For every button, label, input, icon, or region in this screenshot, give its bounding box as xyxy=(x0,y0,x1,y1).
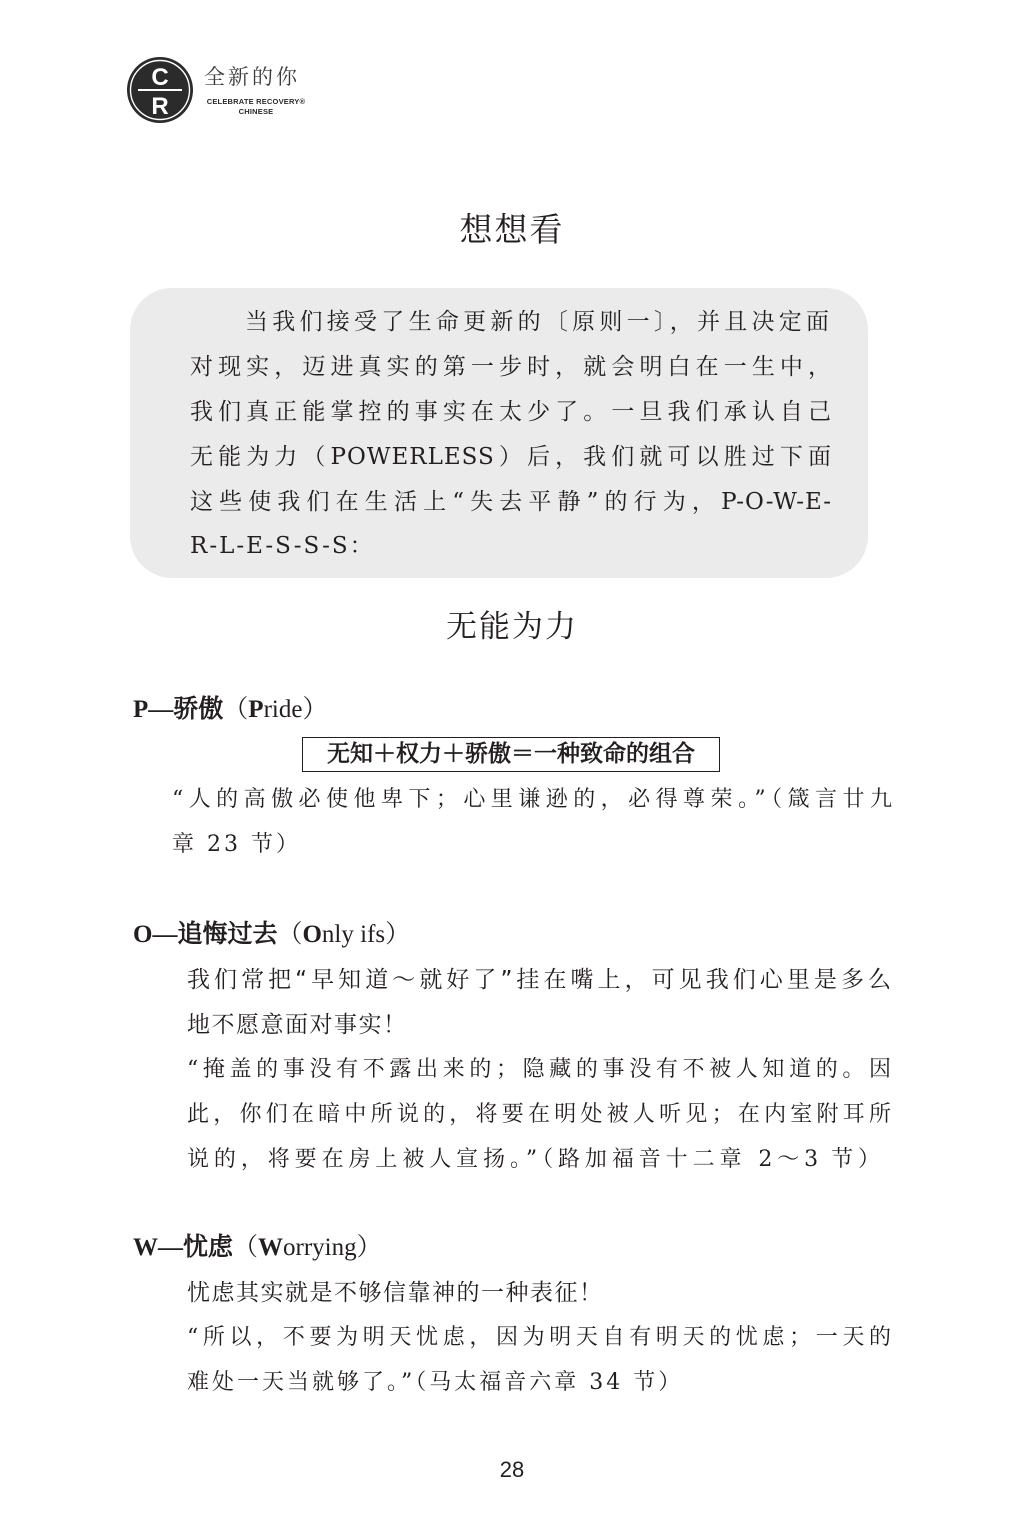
logo-name: 全新的你 xyxy=(204,65,300,89)
item-heading-worrying xyxy=(133,1233,382,1263)
page-title: 想想看 xyxy=(459,210,565,249)
intro-line: 当我们接受了生命更新的〔原则一〕，并且决定面 xyxy=(245,309,830,335)
verse-line: “人的高傲必使他卑下；心里谦逊的，必得尊荣。”（箴言廿九 xyxy=(172,787,893,812)
verse-line: 难处一天当就够了。”（马太福音六章 34 节） xyxy=(187,1370,684,1395)
heading-label: O—追悔过去 xyxy=(133,921,278,948)
verse-line: 此，你们在暗中所说的，将要在明处被人听见；在内室附耳所 xyxy=(187,1102,892,1127)
heading-rest: nly ifs xyxy=(321,921,386,948)
heading-close-paren: ） xyxy=(385,921,411,948)
section-title: 无能为力 xyxy=(446,609,578,645)
verse-line: 说的，将要在房上被人宣扬。”（路加福音十二章 2～3 节） xyxy=(187,1147,881,1172)
heading-close-paren: ） xyxy=(302,696,328,723)
heading-open-paren: （ xyxy=(233,1234,259,1261)
formula-box: 无知＋权力＋骄傲＝一种致命的组合 xyxy=(302,737,720,772)
heading-rest: orrying xyxy=(283,1234,357,1261)
intro-line: 这些使我们在生活上“失去平静”的行为，P-O-W-E- xyxy=(190,489,832,515)
verse-line: “掩盖的事没有不露出来的；隐藏的事没有不被人知道的。因 xyxy=(187,1057,892,1082)
heading-label: W—忧虑 xyxy=(133,1234,234,1261)
logo-tagline-block xyxy=(202,97,310,117)
heading-initial: P xyxy=(248,696,264,723)
heading-initial: O xyxy=(302,921,322,948)
intro-line: R-L-E-S-S-S： xyxy=(190,533,375,559)
statement-line: 忧虑其实就是不够信靠神的一种表征！ xyxy=(187,1280,604,1306)
heading-close-paren: ） xyxy=(356,1234,382,1261)
verse-line: 章 23 节） xyxy=(172,832,301,857)
heading-open-paren: （ xyxy=(223,696,249,723)
statement-line: 我们常把“早知道～就好了”挂在嘴上，可见我们心里是多么 xyxy=(187,967,892,993)
logo-letter-top: C xyxy=(151,64,169,91)
logo-subtag: CHINESE xyxy=(238,107,274,116)
celebrate-recovery-logo-icon xyxy=(126,56,194,124)
heading-open-paren: （ xyxy=(277,921,303,948)
intro-line: 对现实，迈进真实的第一步时，就会明白在一生中， xyxy=(190,354,832,380)
logo-tagline: CELEBRATE RECOVERY® xyxy=(206,97,306,106)
item-heading-pride xyxy=(133,695,327,725)
verse-line: “所以，不要为明天忧虑，因为明天自有明天的忧虑；一天的 xyxy=(187,1325,892,1350)
intro-line: 我们真正能掌控的事实在太少了。一旦我们承认自己 xyxy=(190,399,832,425)
item-heading-only-ifs xyxy=(133,920,410,950)
statement-line: 地不愿意面对事实！ xyxy=(187,1012,408,1038)
heading-rest: ride xyxy=(263,696,303,723)
heading-initial: W xyxy=(258,1234,284,1261)
page-number: 28 xyxy=(499,1457,525,1482)
heading-label: P—骄傲 xyxy=(133,696,224,723)
intro-line: 无能为力（POWERLESS）后，我们就可以胜过下面 xyxy=(190,444,832,470)
logo-letter-bottom: R xyxy=(151,93,169,120)
